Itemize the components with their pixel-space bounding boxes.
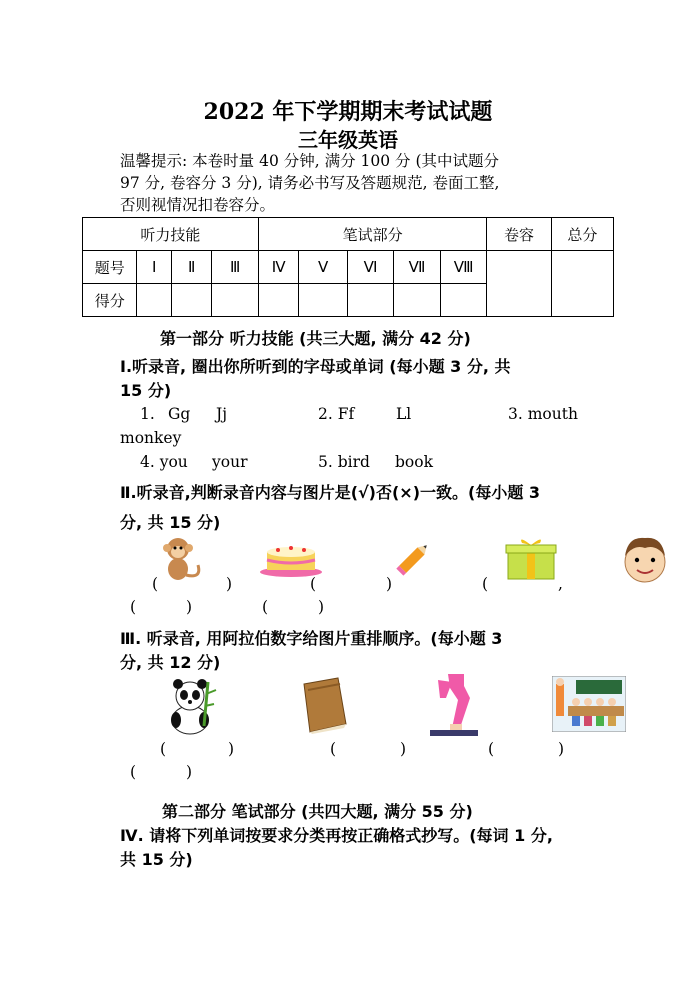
q2-paren-2-close: ) [386,575,393,593]
q1-item5-option-b[interactable]: book [395,453,433,471]
q1-item1-option-a[interactable]: Gg [168,405,191,423]
q2-paren-4-close: ) [186,598,193,616]
tip-line-3: 否则视情况扣卷容分。 [120,196,276,214]
book-picture [298,676,350,734]
part2-heading: 第二部分 笔试部分 (共四大题, 满分 55 分) [162,802,473,821]
q1-item3-option-b[interactable]: monkey [120,429,182,447]
q2-paren-1-close: ) [226,575,233,593]
gift-picture [504,535,558,581]
total-score-cell[interactable] [551,251,613,317]
cake-picture [258,538,324,578]
exam-subtitle: 三年级英语 [298,128,398,152]
q3-paren-2-close: ) [400,740,407,758]
score-cell-8[interactable] [440,284,487,317]
part1-heading: 第一部分 听力技能 (共三大题, 满分 42 分) [160,329,471,348]
q1-title-line1: Ⅰ.听录音, 圈出你所听到的字母或单词 (每小题 3 分, 共 [120,357,511,376]
q3-title-line2: 分, 共 12 分) [120,653,221,672]
tip-line-1: 温馨提示: 本卷时量 40 分钟, 满分 100 分 (其中试题分 [120,152,499,170]
score-cell-4[interactable] [258,284,299,317]
q2-title-line2: 分, 共 15 分) [120,513,221,532]
q3-paren-4-open: ( [130,763,137,781]
q2-paren-1-open: ( [152,575,159,593]
leg-picture [430,674,478,736]
q2-paren-2-open: ( [310,575,317,593]
q1-item4-option-b[interactable]: your [212,453,248,471]
q1-item4-option-a[interactable]: 4. you [140,453,188,471]
header-total: 总分 [551,218,613,251]
score-table [82,217,614,317]
q2-paren-4-open: ( [130,598,137,616]
q3-paren-1-open: ( [160,740,167,758]
q3-paren-2-open: ( [330,740,337,758]
classroom-picture [552,676,626,732]
exam-title: 2022 年下学期期末考试试题 [203,99,493,125]
q1-item1-num: 1. [140,405,155,423]
numeral-5: Ⅴ [299,251,347,284]
score-cell-3[interactable] [212,284,258,317]
score-cell-5[interactable] [299,284,347,317]
row-label-score: 得分 [83,284,137,317]
q3-paren-1-close: ) [228,740,235,758]
q3-title-line1: Ⅲ. 听录音, 用阿拉伯数字给图片重排顺序。(每小题 3 [120,629,503,648]
neatness-score-cell[interactable] [487,251,551,317]
q2-comma: , [558,575,563,593]
q1-title-line2: 15 分) [120,381,172,400]
q3-paren-4-close: ) [186,763,193,781]
boy-face-picture [622,534,668,584]
numeral-4: Ⅳ [258,251,299,284]
header-writing: 笔试部分 [258,218,487,251]
numeral-6: Ⅵ [347,251,393,284]
q1-item1-option-b[interactable]: Jj [216,405,228,423]
numeral-3: Ⅲ [212,251,258,284]
score-cell-2[interactable] [171,284,211,317]
q1-item2-option-b[interactable]: Ll [396,405,412,423]
score-cell-6[interactable] [347,284,393,317]
numeral-1: Ⅰ [137,251,172,284]
tip-line-2: 97 分, 卷容分 3 分), 请务必书写及答题规范, 卷面工整, [120,174,500,192]
q4-title-line2: 共 15 分) [120,850,193,869]
pencil-picture [392,536,436,580]
q1-item5-option-a[interactable]: 5. bird [318,453,370,471]
q3-paren-3-close: ) [558,740,565,758]
score-cell-1[interactable] [137,284,172,317]
row-label-number: 题号 [83,251,137,284]
numeral-2: Ⅱ [171,251,211,284]
score-cell-7[interactable] [394,284,441,317]
monkey-picture [156,535,206,583]
q1-item3-option-a[interactable]: 3. mouth [508,405,578,423]
panda-picture [164,676,218,736]
q4-title-line1: Ⅳ. 请将下列单词按要求分类再按正确格式抄写。(每词 1 分, [120,826,553,845]
numeral-7: Ⅶ [394,251,441,284]
q2-paren-3-open: ( [482,575,489,593]
q1-item2-option-a[interactable]: 2. Ff [318,405,355,423]
q2-paren-5-open: ( [262,598,269,616]
q2-title-line1: Ⅱ.听录音,判断录音内容与图片是(√)否(×)一致。(每小题 3 [120,483,541,502]
q2-paren-5-close: ) [318,598,325,616]
numeral-8: Ⅷ [440,251,487,284]
header-neatness: 卷容 [487,218,551,251]
q3-paren-3-open: ( [488,740,495,758]
header-listening: 听力技能 [83,218,259,251]
